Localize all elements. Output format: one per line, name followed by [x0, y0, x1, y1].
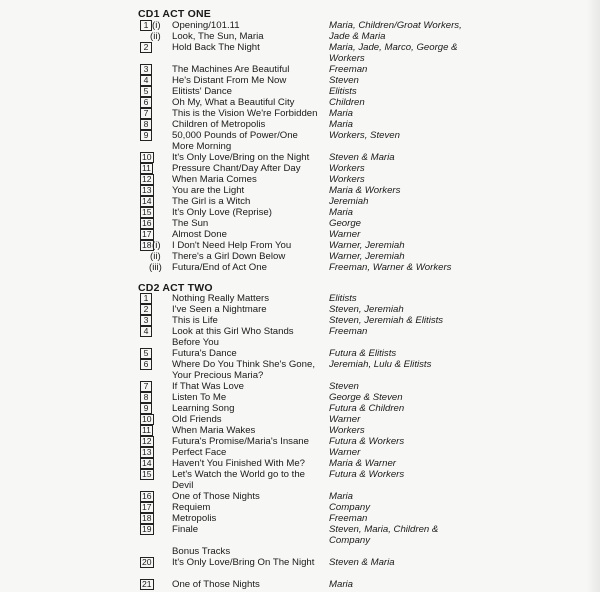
track-performers: Freeman, Warner & Workers: [329, 262, 452, 273]
track-performers: Futura & Elitists: [329, 348, 397, 359]
track-row: [0, 31, 600, 42]
track-performers: Workers: [329, 163, 365, 174]
track-title: When Maria Wakes: [172, 425, 256, 436]
track-number-box: 3: [140, 315, 152, 326]
track-row: [0, 348, 600, 359]
track-performers: Futura & Workers: [329, 436, 405, 447]
track-performers: Children: [329, 97, 365, 108]
track-performers: Maria & Warner: [329, 458, 396, 469]
track-title: One of Those Nights: [172, 579, 260, 590]
track-number-box: 4: [140, 326, 152, 337]
track-row: [0, 196, 600, 207]
track-performers: Maria, Jade, Marco, George & Workers: [329, 42, 458, 64]
track-row: [0, 469, 600, 491]
track-number-box: 4: [140, 75, 152, 86]
track-row: [0, 174, 600, 185]
track-title: If That Was Love: [172, 381, 244, 392]
track-row: [0, 381, 600, 392]
track-number-box: 15: [142, 469, 152, 479]
track-title: Futura's Promise/Maria's Insane: [172, 436, 309, 447]
track-title: This is the Vision We're Forbidden: [172, 108, 318, 119]
track-performers: Steven: [329, 75, 359, 86]
track-title: Look, The Sun, Maria: [172, 31, 264, 42]
track-number-box: 16: [142, 218, 152, 228]
track-title: Oh My, What a Beautiful City: [172, 97, 295, 108]
track-performers: Warner: [329, 447, 361, 458]
track-row: [0, 546, 600, 557]
track-row: [0, 251, 600, 262]
track-performers: Steven, Jeremiah: [329, 304, 404, 315]
track-row: [0, 304, 600, 315]
track-performers: Maria: [329, 579, 353, 590]
track-performers: Maria, Children/Groat Workers,: [329, 20, 462, 31]
track-row: [0, 513, 600, 524]
track-title: Almost Done: [172, 229, 227, 240]
track-number-box: 6: [140, 359, 152, 370]
track-number-box: 15: [142, 207, 152, 217]
track-part-label: (iii): [149, 262, 162, 273]
track-title: Pressure Chant/Day After Day: [172, 163, 301, 174]
track-title: Metropolis: [172, 513, 217, 524]
track-title: Old Friends: [172, 414, 222, 425]
track-row: [0, 229, 600, 240]
track-performers: Freeman: [329, 326, 368, 337]
track-number-box: 3: [140, 64, 152, 75]
track-number-box: 11: [142, 425, 151, 435]
track-title: It's Only Love/Bring On The Night: [172, 557, 315, 568]
track-row: [0, 119, 600, 130]
track-performers: Steven: [329, 381, 359, 392]
track-number-box: 14: [142, 196, 152, 206]
track-title: Hold Back The Night: [172, 42, 260, 53]
track-performers: Steven & Maria: [329, 152, 395, 163]
track-number-box: 5: [140, 348, 152, 359]
track-number-box: 10: [142, 414, 152, 424]
track-title: Requiem: [172, 502, 211, 513]
cd1-heading: CD1 ACT ONE: [138, 8, 211, 20]
track-row: [0, 359, 600, 381]
track-title: Bonus Tracks: [172, 546, 231, 557]
track-performers: Steven, Jeremiah & Elitists: [329, 315, 444, 326]
track-title: I Don't Need Help From You: [172, 240, 292, 251]
track-row: [0, 414, 600, 425]
track-number-box: 17: [142, 502, 152, 512]
track-title: The Machines Are Beautiful: [172, 64, 290, 75]
track-number-box: 7: [140, 381, 152, 392]
track-title: Opening/101.11: [172, 20, 240, 31]
track-number-box: 1: [140, 20, 152, 31]
track-number-box: 11: [142, 163, 151, 173]
track-part-label: (ii): [150, 251, 161, 262]
track-performers: Futura & Children: [329, 403, 405, 414]
track-performers: Futura & Workers: [329, 469, 405, 480]
track-number-box: 12: [142, 174, 152, 184]
track-title: Let's Watch the World go to the Devil: [172, 469, 306, 491]
track-number-box: 18: [142, 240, 152, 250]
track-number-box: 5: [140, 86, 152, 97]
track-number-box: 14: [142, 458, 152, 468]
track-title: Nothing Really Matters: [172, 293, 270, 304]
track-number-box: 10: [142, 152, 152, 162]
track-row: [0, 20, 600, 31]
track-row: [0, 425, 600, 436]
track-number-box: 13: [142, 447, 152, 457]
track-performers: George: [329, 218, 361, 229]
track-number-box: 13: [142, 185, 152, 195]
track-row: [0, 491, 600, 502]
track-row: [0, 86, 600, 97]
cd2-heading: CD2 ACT TWO: [138, 282, 213, 294]
track-performers: Jeremiah: [329, 196, 369, 207]
track-performers: Jade & Maria: [329, 31, 386, 42]
track-number-box: 17: [142, 229, 152, 239]
track-performers: Warner, Jeremiah: [329, 240, 405, 251]
track-performers: Workers: [329, 174, 365, 185]
track-performers: Workers: [329, 425, 365, 436]
track-title: Where Do You Think She's Gone, Your Precious Maria?: [172, 359, 315, 381]
track-number-box: 2: [140, 42, 152, 53]
track-title: It's Only Love/Bring on the Night: [172, 152, 310, 163]
track-row: [0, 262, 600, 273]
track-title: He's Distant From Me Now: [172, 75, 287, 86]
track-performers: Jeremiah, Lulu & Elitists: [329, 359, 432, 370]
track-title: You are the Light: [172, 185, 245, 196]
track-title: Haven't You Finished With Me?: [172, 458, 306, 469]
track-title: Children of Metropolis: [172, 119, 266, 130]
track-performers: Freeman: [329, 64, 368, 75]
track-number-box: 20: [142, 557, 152, 567]
track-title: 50,000 Pounds of Power/One More Morning: [172, 130, 298, 152]
track-performers: Maria: [329, 491, 353, 502]
track-row: [0, 392, 600, 403]
track-row: [0, 557, 600, 568]
track-title: Futura's Dance: [172, 348, 237, 359]
track-title: This is Life: [172, 315, 218, 326]
track-performers: Elitists: [329, 86, 357, 97]
track-row: [0, 458, 600, 469]
track-row: [0, 185, 600, 196]
track-performers: Steven, Maria, Children & Company: [329, 524, 439, 546]
track-row: [0, 502, 600, 513]
track-row: [0, 403, 600, 414]
page-edge-shadow: [586, 0, 600, 592]
track-title: I've Seen a Nightmare: [172, 304, 267, 315]
track-row: [0, 218, 600, 229]
track-number-box: 9: [140, 403, 152, 414]
track-number-box: 19: [142, 524, 152, 534]
track-number-box: 12: [142, 436, 152, 446]
track-number-box: 16: [142, 491, 152, 501]
track-part-label: (i): [152, 20, 161, 31]
track-title: Look at this Girl Who Stands Before You: [172, 326, 294, 348]
track-performers: Maria: [329, 207, 353, 218]
track-performers: Company: [329, 502, 371, 513]
track-row: [0, 315, 600, 326]
track-title: Finale: [172, 524, 199, 535]
track-number-box: 7: [140, 108, 152, 119]
track-title: Futura/End of Act One: [172, 262, 267, 273]
track-performers: Freeman: [329, 513, 368, 524]
track-part-label: (ii): [150, 31, 161, 42]
track-number-box: 21: [142, 579, 152, 589]
track-performers: Elitists: [329, 293, 357, 304]
track-row: [0, 152, 600, 163]
track-title: There's a Girl Down Below: [172, 251, 286, 262]
track-title: Elitists' Dance: [172, 86, 232, 97]
track-number-box: 1: [140, 293, 152, 304]
track-title: One of Those Nights: [172, 491, 260, 502]
track-row: [0, 240, 600, 251]
track-performers: George & Steven: [329, 392, 403, 403]
track-performers: Workers, Steven: [329, 130, 400, 141]
track-title: Learning Song: [172, 403, 235, 414]
track-title: It's Only Love (Reprise): [172, 207, 272, 218]
track-performers: Warner: [329, 414, 361, 425]
track-performers: Maria & Workers: [329, 185, 401, 196]
track-number-box: 9: [140, 130, 152, 141]
track-row: [0, 293, 600, 304]
track-row: [0, 97, 600, 108]
track-number-box: 8: [140, 392, 152, 403]
track-title: When Maria Comes: [172, 174, 257, 185]
track-performers: Warner: [329, 229, 361, 240]
track-performers: Warner, Jeremiah: [329, 251, 405, 262]
track-performers: Maria: [329, 119, 353, 130]
track-title: Perfect Face: [172, 447, 227, 458]
track-row: [0, 447, 600, 458]
track-performers: Maria: [329, 108, 353, 119]
track-number-box: 18: [142, 513, 152, 523]
track-row: [0, 326, 600, 348]
track-row: [0, 163, 600, 174]
track-row: [0, 524, 600, 546]
track-performers: Steven & Maria: [329, 557, 395, 568]
track-row: [0, 75, 600, 86]
track-row: [0, 42, 600, 64]
track-title: Listen To Me: [172, 392, 227, 403]
track-title: The Sun: [172, 218, 209, 229]
track-number-box: 2: [140, 304, 152, 315]
track-row: [0, 579, 600, 590]
track-row: [0, 436, 600, 447]
track-title: The Girl is a Witch: [172, 196, 251, 207]
track-number-box: 6: [140, 97, 152, 108]
track-row: [0, 64, 600, 75]
track-number-box: 8: [140, 119, 152, 130]
track-part-label: (i): [152, 240, 161, 251]
track-row: [0, 108, 600, 119]
track-row: [0, 130, 600, 152]
track-row: [0, 207, 600, 218]
